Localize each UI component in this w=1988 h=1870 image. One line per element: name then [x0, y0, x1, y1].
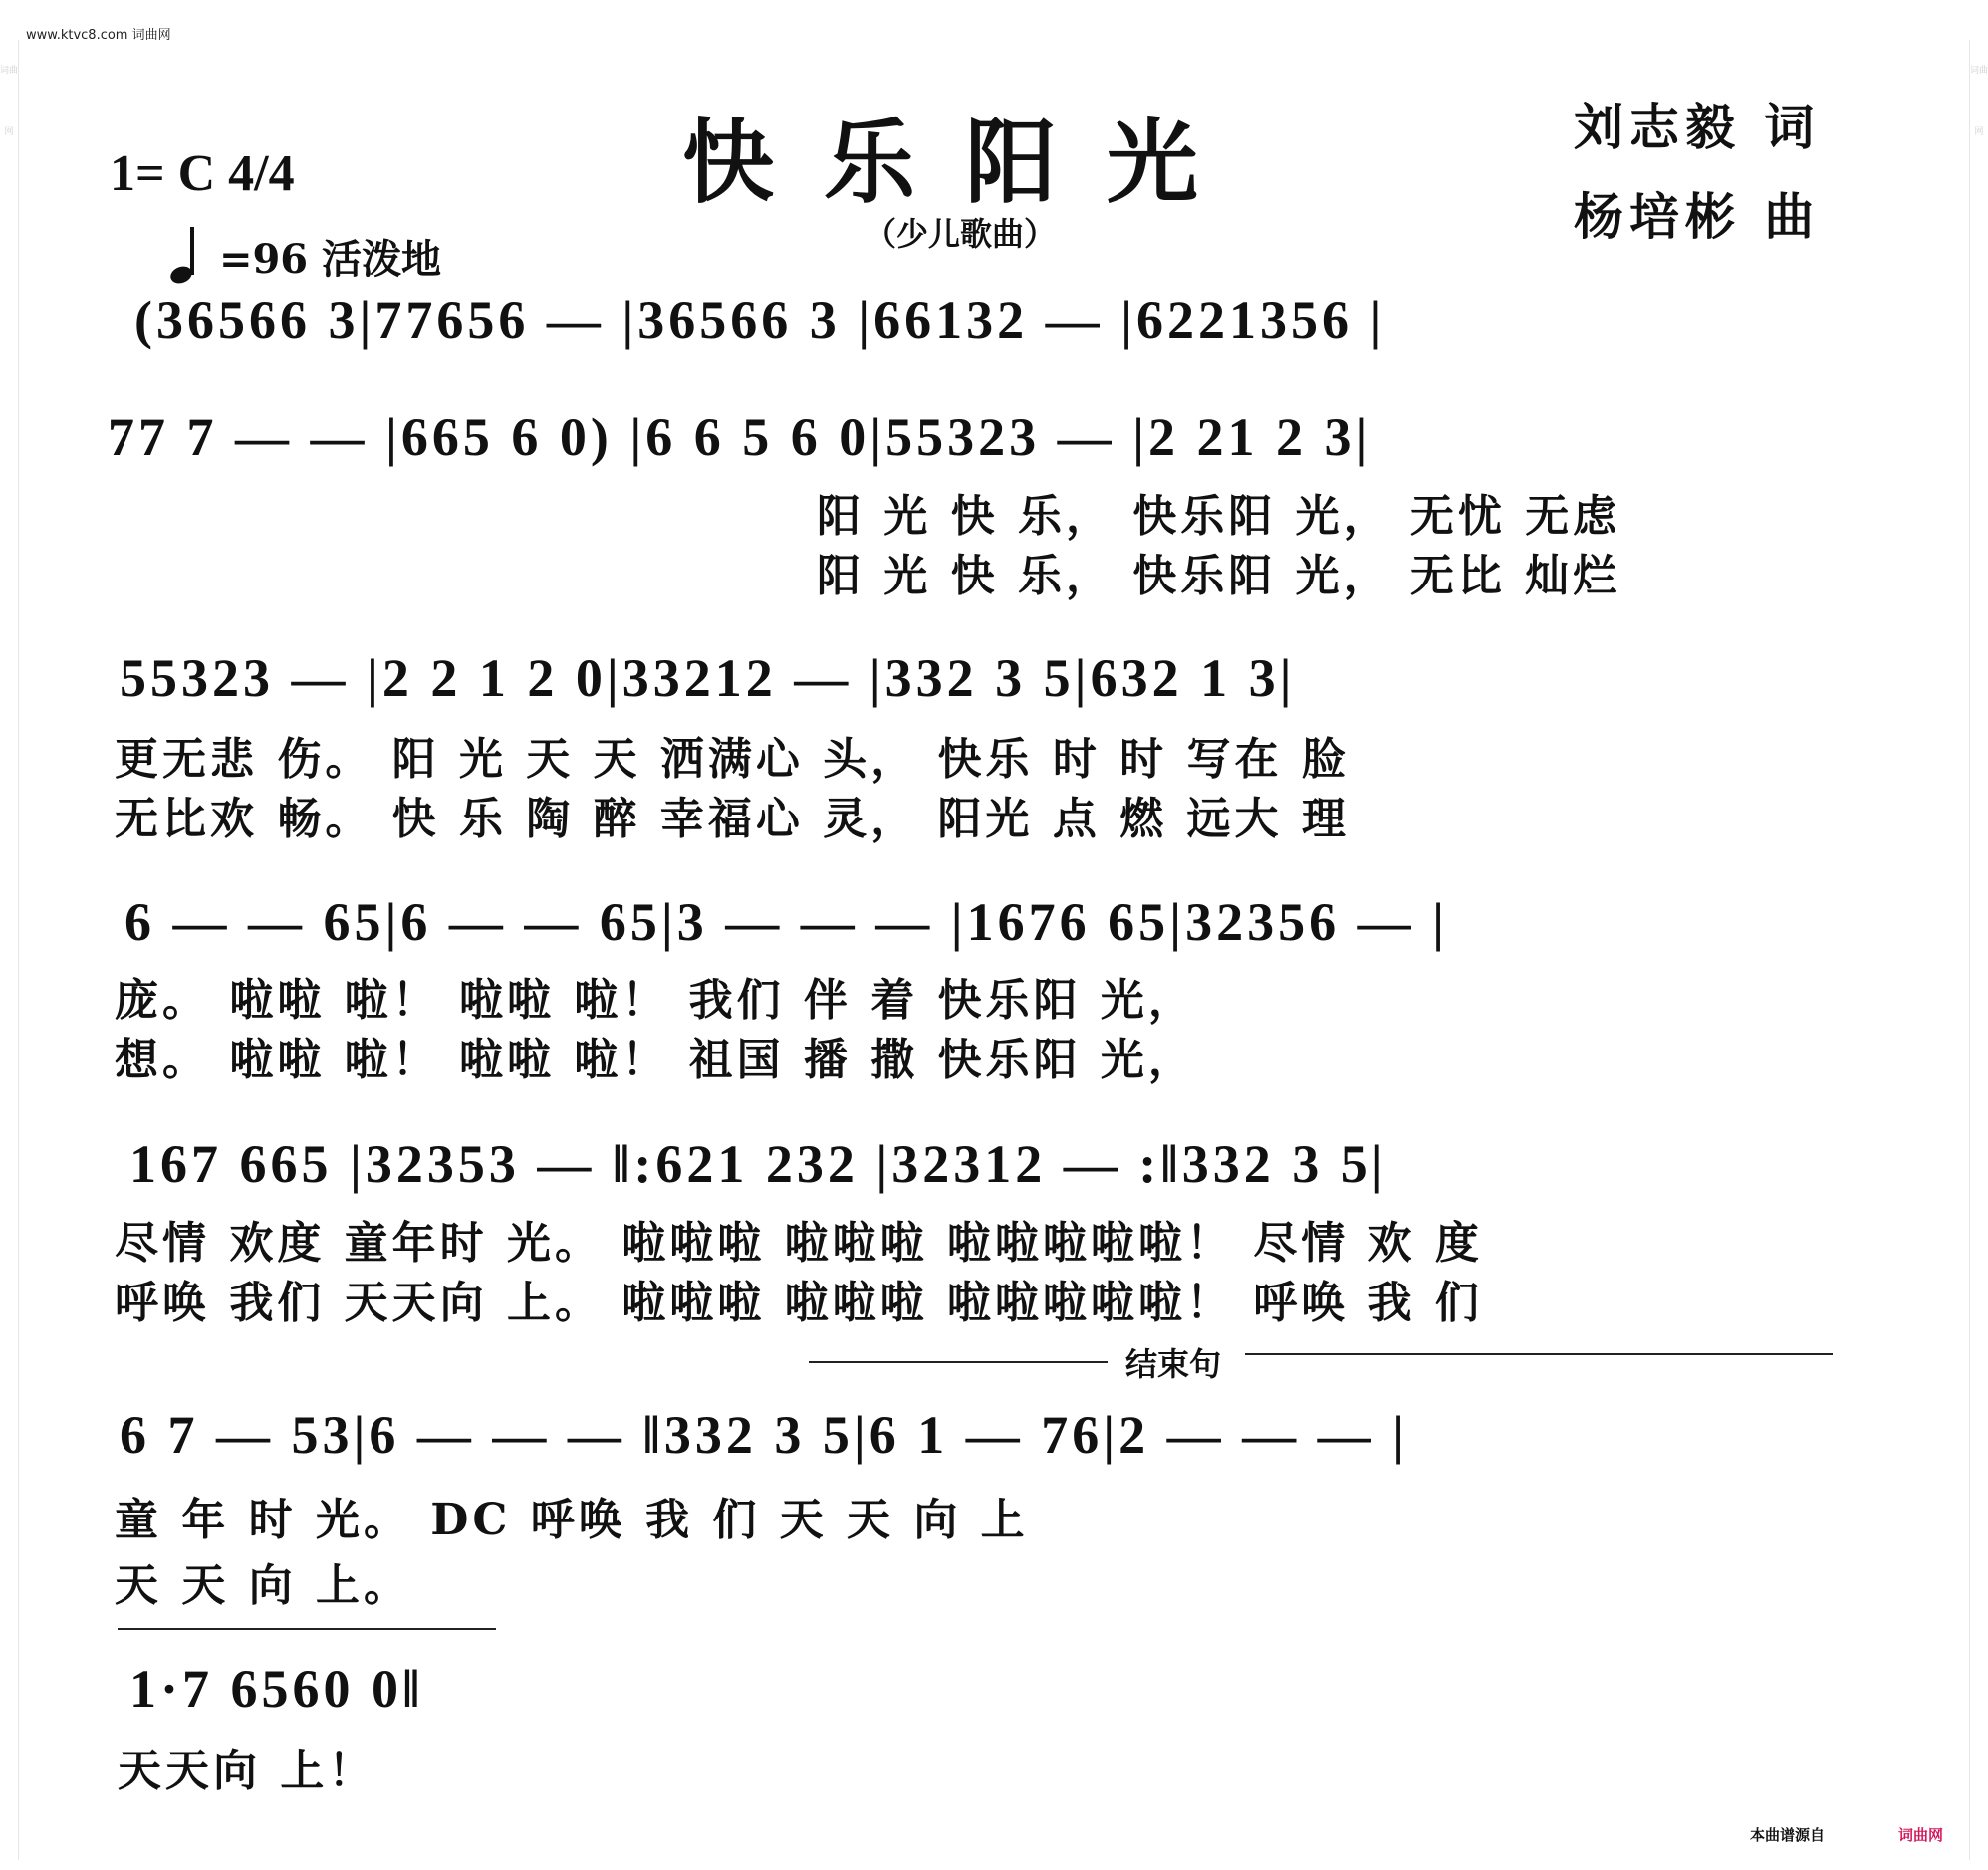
score-row-2: 77 7 — — |665 6 0) |6 6 5 6 0|55323 — |2 21 2 3| [108, 407, 1371, 467]
song-title: 快乐阳光 [682, 109, 1249, 216]
score-row-6: 6 7 — 53|6 — — — ‖332 3 5|6 1 — 76|2 — — — | [120, 1405, 1409, 1465]
lyric-row-7: 天天向 上！ [118, 1746, 376, 1796]
score-row-4: 6 — — 65|6 — — 65|3 — — — |1676 65|32356 — | [124, 892, 1448, 952]
lyric-row-4-verse-1: 庞。 啦啦 啦！ 啦啦 啦！ 我们 伴 着 快乐阳 光， [115, 975, 1196, 1026]
ending-bracket-left [809, 1361, 1108, 1363]
source-url: www.ktvc8.com 词曲网 [26, 28, 171, 43]
tempo-marking [169, 225, 441, 285]
lyric-row-2-verse-1: 阳 光 快 乐， 快乐阳 光， 无忧 无虑 [817, 491, 1621, 542]
left-watermark-strip [0, 40, 19, 1860]
lyric-row-4-verse-2: 想。 啦啦 啦！ 啦啦 啦！ 祖国 播 撒 快乐阳 光， [115, 1035, 1196, 1085]
lyric-row-6-verse-2: 天 天 向 上。 [115, 1560, 411, 1611]
edge-watermark-text: 词曲网 [0, 66, 19, 137]
score-row-3: 55323 — |2 2 1 2 0|33212 — |332 3 5|632 1 3| [120, 648, 1296, 708]
ending-label: 结束句 [1125, 1345, 1222, 1383]
tempo-text: =96 活泼地 [218, 236, 442, 283]
ending-bracket-right [1245, 1353, 1833, 1355]
lyric-row-6-verse-1: 童 年 时 光。 DC 呼唤 我 们 天 天 向 上 [115, 1495, 1029, 1545]
score-row-5: 167 665 |32353 — ‖:621 232 |32312 — :‖332 3 5| [129, 1134, 1387, 1194]
edge-watermark-text: 词曲网 [1970, 66, 1988, 137]
quarter-note-icon [169, 225, 205, 285]
song-subtitle: （少儿歌曲） [865, 215, 1057, 253]
lyric-row-2-verse-2: 阳 光 快 乐， 快乐阳 光， 无比 灿烂 [817, 551, 1621, 601]
score-row-7: 1·7 6560 0‖ [129, 1659, 424, 1719]
key-signature: 1= C 4/4 [110, 145, 295, 202]
lyric-row-5-verse-2: 呼唤 我们 天天向 上。 啦啦啦 啦啦啦 啦啦啦啦啦！ 呼唤 我 们 [115, 1278, 1483, 1328]
source-site[interactable]: 词曲网 [1898, 1826, 1944, 1844]
coda-bracket [118, 1628, 496, 1630]
lyric-row-5-verse-1: 尽情 欢度 童年时 光。 啦啦啦 啦啦啦 啦啦啦啦啦！ 尽情 欢 度 [115, 1218, 1483, 1269]
source-label: 本曲谱源自 [1750, 1826, 1826, 1844]
composer-credit: 杨培彬 曲 [1574, 187, 1821, 246]
right-watermark-strip [1969, 40, 1988, 1860]
score-row-1: (36566 3|77656 — |36566 3 |66132 — |6221356 | [134, 290, 1386, 350]
lyric-row-3-verse-1: 更无悲 伤。 阳 光 天 天 洒满心 头， 快乐 时 时 写在 脸 [115, 734, 1350, 785]
lyricist-credit: 刘志毅 词 [1574, 98, 1821, 156]
lyric-row-3-verse-2: 无比欢 畅。 快 乐 陶 醉 幸福心 灵， 阳光 点 燃 远大 理 [115, 794, 1350, 844]
